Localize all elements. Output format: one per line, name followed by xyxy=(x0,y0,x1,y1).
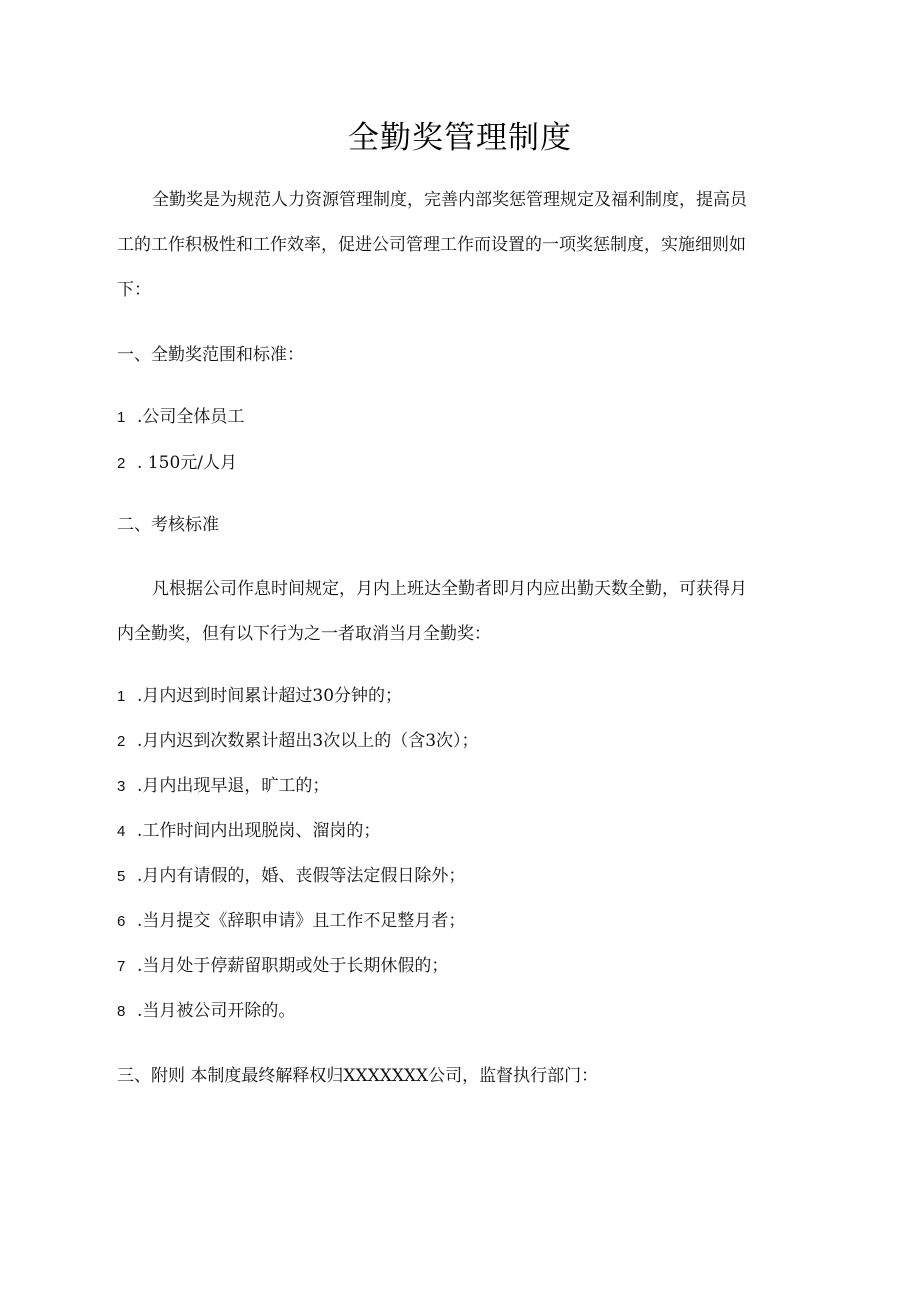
item-text: .工作时间内出现脱岗、溜岗的； xyxy=(137,821,381,841)
section2-item-5 xyxy=(117,862,817,891)
section2-item-1 xyxy=(117,682,817,711)
document-title: 全勤奖管理制度 xyxy=(348,120,572,156)
item-number: 7 xyxy=(117,958,126,975)
section2-para-line-2: 内全勤奖，但有以下行为之一者取消当月全勤奖： xyxy=(117,624,491,644)
item-number: 2 xyxy=(117,455,126,472)
section3-heading: 三、附则 本制度最终解释权归XXXXXXX公司，监督执行部门： xyxy=(117,1066,599,1086)
section1-item-2 xyxy=(117,449,817,478)
item-text: .月内出现早退，旷工的； xyxy=(137,776,330,796)
section1-item-1 xyxy=(117,403,817,432)
intro-line-3: 下： xyxy=(117,280,151,300)
item-number: 8 xyxy=(117,1003,126,1020)
item-text: . 150元/人月 xyxy=(137,453,237,473)
item-text: .当月被公司开除的。 xyxy=(137,1001,296,1021)
item-number: 6 xyxy=(117,913,126,930)
intro-line-1: 全勤奖是为规范人力资源管理制度，完善内部奖惩管理规定及福利制度，提高员 xyxy=(152,190,747,210)
item-number: 2 xyxy=(117,733,126,750)
intro-line-2: 工的工作积极性和工作效率，促进公司管理工作而设置的一项奖惩制度，实施细则如 xyxy=(117,235,746,255)
item-text: .当月处于停薪留职期或处于长期休假的； xyxy=(137,956,449,976)
section2-heading: 二、考核标准 xyxy=(117,515,219,535)
section2-item-4 xyxy=(117,817,817,846)
item-number: 1 xyxy=(117,409,126,426)
section2-para-line-1: 凡根据公司作息时间规定，月内上班达全勤者即月内应出勤天数全勤，可获得月 xyxy=(152,579,747,599)
item-number: 4 xyxy=(117,823,126,840)
section2-item-6 xyxy=(117,907,817,936)
item-number: 3 xyxy=(117,778,126,795)
section1-heading: 一、全勤奖范围和标准： xyxy=(117,345,304,365)
section2-item-3 xyxy=(117,772,817,801)
section2-item-2 xyxy=(117,727,817,756)
item-text: .月内迟到时间累计超过30分钟的； xyxy=(137,686,403,706)
section2-item-8 xyxy=(117,997,817,1026)
section2-item-7 xyxy=(117,952,817,981)
item-text: .月内迟到次数累计超出3次以上的（含3次）； xyxy=(137,731,479,751)
item-text: .公司全体员工 xyxy=(137,407,245,427)
item-text: .月内有请假的，婚、丧假等法定假日除外； xyxy=(137,866,466,886)
item-number: 5 xyxy=(117,868,126,885)
item-text: .当月提交《辞职申请》且工作不足整月者； xyxy=(137,911,466,931)
item-number: 1 xyxy=(117,688,126,705)
